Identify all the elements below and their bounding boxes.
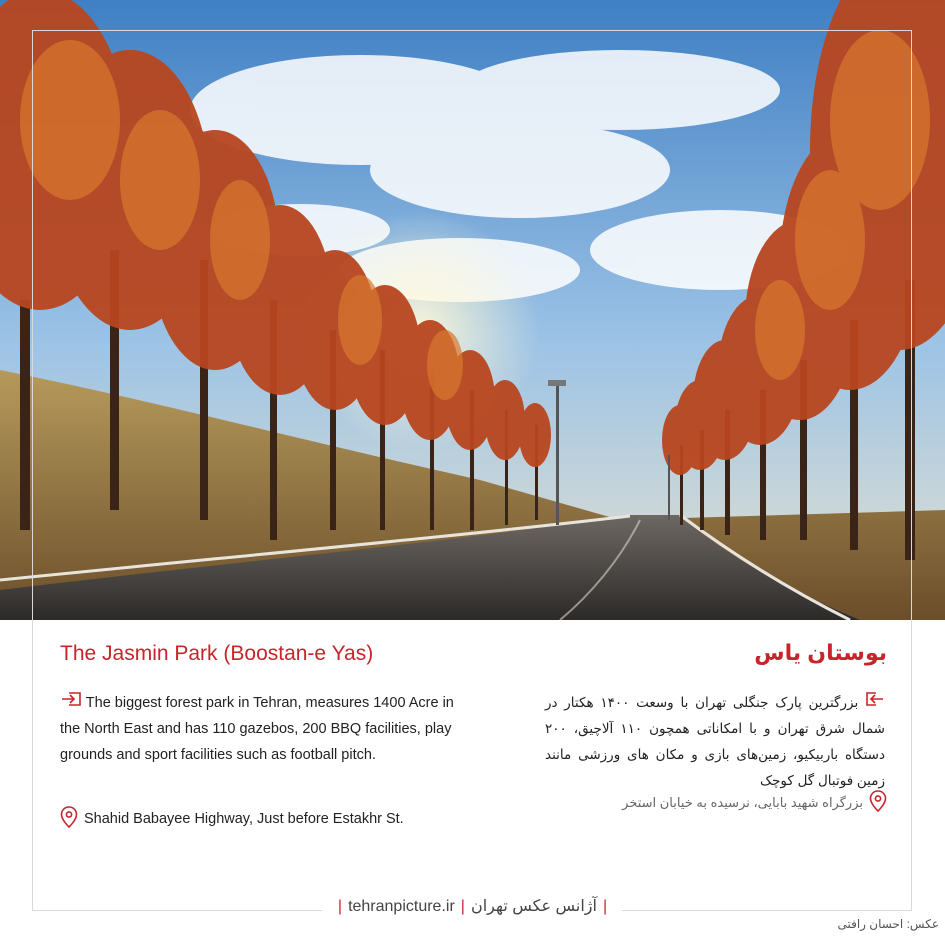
frame-left-line bbox=[32, 30, 33, 910]
persian-location bbox=[622, 790, 887, 815]
persian-title: بوستان یاس bbox=[754, 640, 887, 665]
enter-arrow-icon-rtl bbox=[865, 690, 885, 716]
frame-right-line bbox=[911, 30, 912, 910]
persian-location-text: بزرگراه شهید بابایی، نرسیده به خیابان استخر bbox=[622, 794, 863, 810]
enter-arrow-icon bbox=[60, 690, 82, 716]
location-pin-icon-fa bbox=[869, 790, 887, 815]
frame-top-line bbox=[32, 30, 912, 31]
english-location bbox=[60, 806, 404, 832]
location-pin-icon bbox=[60, 806, 78, 832]
english-description: The biggest forest park in Tehran, measures 1400 Acre in the North East and has 110 gazebos, 200 BBQ facilities, play grounds and sport facilities such as football pitch. bbox=[60, 695, 454, 764]
persian-description-block bbox=[545, 690, 885, 794]
website-link[interactable]: tehranpicture.ir bbox=[348, 898, 455, 915]
english-description-block bbox=[60, 690, 460, 768]
agency-name: آژانس عکس تهران bbox=[470, 898, 597, 915]
english-title: The Jasmin Park (Boostan-e Yas) bbox=[60, 642, 374, 665]
persian-description: بزرگترین پارک جنگلی تهران با وسعت ۱۴۰۰ هکتار در شمال شرق تهران و با امکاناتی همچون ۱۱۰ آلاچیق، ۲۰۰ دستگاه باربیکیو، زمین‌های بازی و مکان های ورزشی مانند زمین فوتبال گل کوچک bbox=[545, 695, 885, 789]
footer-branding: | tehranpicture.ir | آژانس عکس تهران | bbox=[337, 898, 608, 915]
photo-credit: عکس: احسان رافتی bbox=[837, 917, 939, 931]
english-location-text: Shahid Babayee Highway, Just before Estakhr St. bbox=[84, 811, 404, 827]
